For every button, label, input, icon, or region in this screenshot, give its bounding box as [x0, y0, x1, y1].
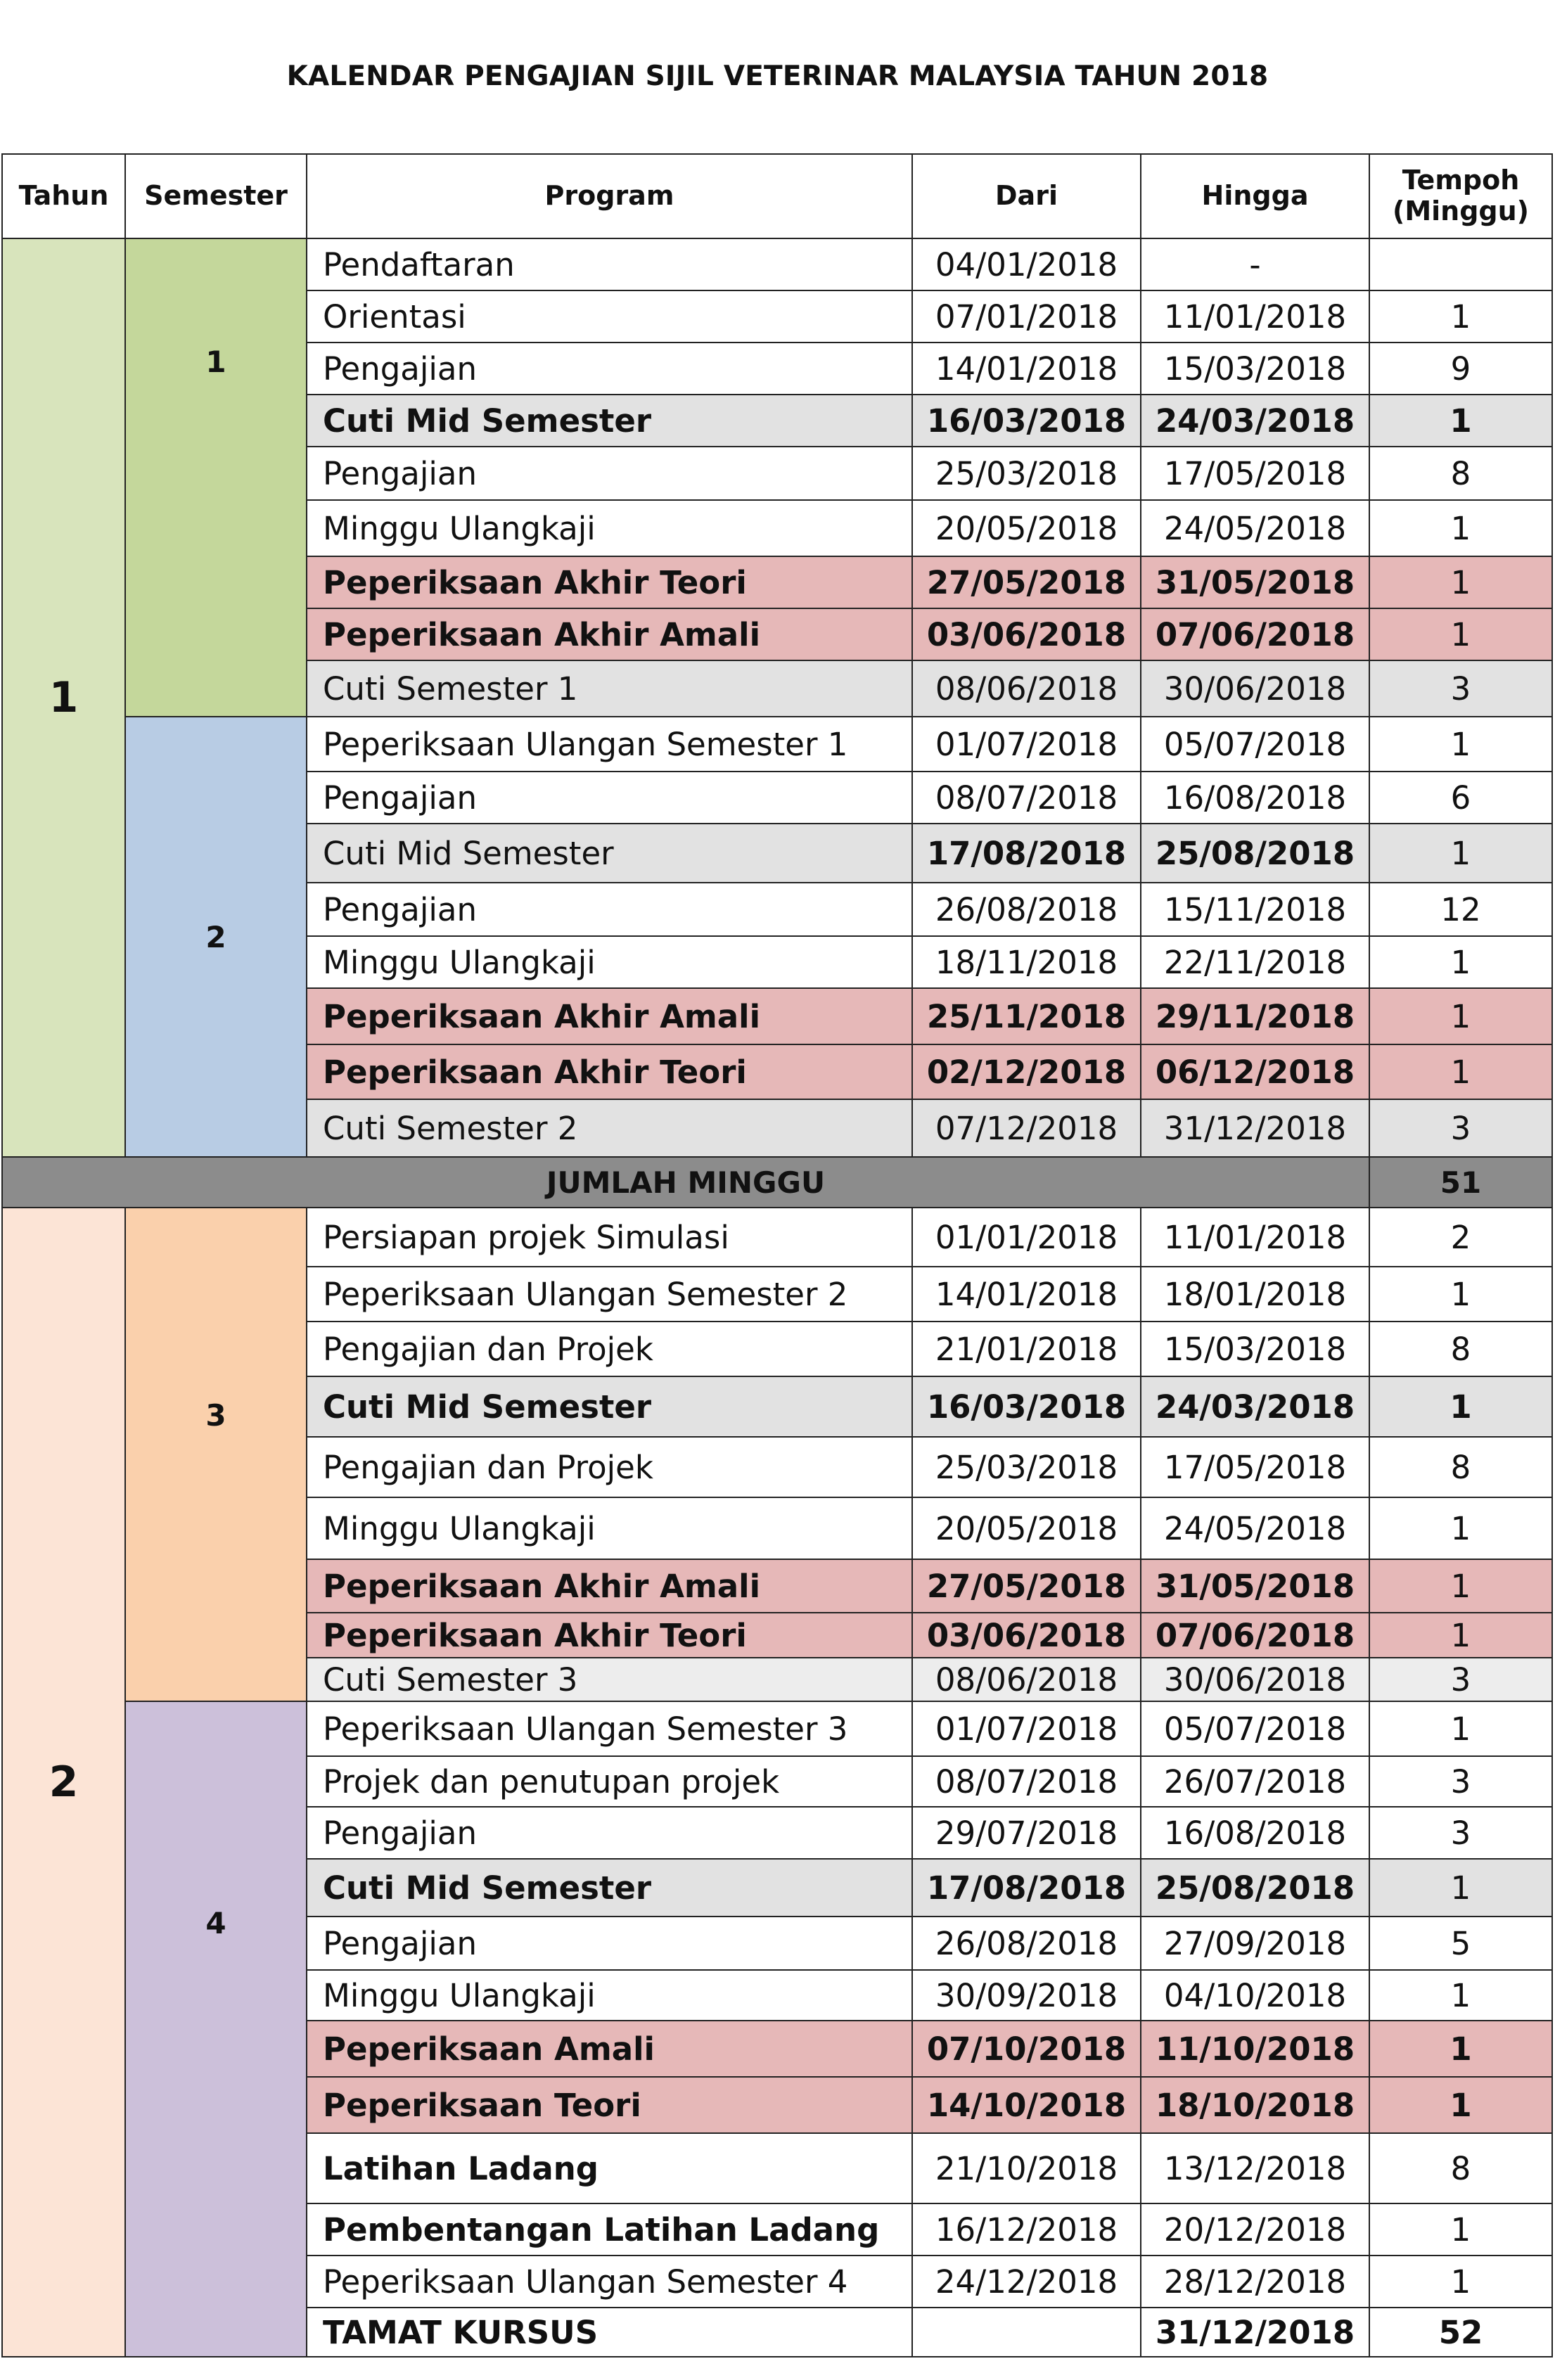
hingga-cell: 24/03/2018	[1141, 1376, 1369, 1437]
hingga-cell: 07/06/2018	[1141, 1613, 1369, 1658]
year-cell: 2	[2, 1208, 125, 2357]
total-value: 51	[1369, 1157, 1552, 1208]
table-row	[2, 1701, 1552, 1756]
hingga-cell: 13/12/2018	[1141, 2133, 1369, 2203]
program-cell: Cuti Semester 2	[307, 1099, 912, 1157]
tempoh-cell: 1	[1369, 2203, 1552, 2256]
tempoh-cell: 1	[1369, 1497, 1552, 1559]
program-cell: Peperiksaan Akhir Amali	[307, 1559, 912, 1613]
header-semester: Semester	[125, 154, 307, 238]
dari-cell: 07/01/2018	[912, 290, 1141, 343]
tempoh-cell: 1	[1369, 1613, 1552, 1658]
hingga-cell: 24/05/2018	[1141, 500, 1369, 556]
dari-cell: 02/12/2018	[912, 1044, 1141, 1099]
hingga-cell: 24/05/2018	[1141, 1497, 1369, 1559]
tempoh-cell: 8	[1369, 447, 1552, 500]
dari-cell: 08/06/2018	[912, 1658, 1141, 1701]
hingga-cell: 16/08/2018	[1141, 1807, 1369, 1859]
tempoh-cell: 1	[1369, 608, 1552, 660]
dari-cell: 14/01/2018	[912, 1267, 1141, 1322]
tempoh-cell: 8	[1369, 2133, 1552, 2203]
hingga-cell: 30/06/2018	[1141, 1658, 1369, 1701]
tempoh-cell	[1369, 238, 1552, 290]
tempoh-cell: 2	[1369, 1208, 1552, 1267]
header-hingga: Hingga	[1141, 154, 1369, 238]
dari-cell: 27/05/2018	[912, 1559, 1141, 1613]
hingga-cell: 18/01/2018	[1141, 1267, 1369, 1322]
tempoh-cell: 6	[1369, 772, 1552, 824]
hingga-cell: 05/07/2018	[1141, 717, 1369, 772]
program-cell: Peperiksaan Akhir Amali	[307, 608, 912, 660]
dari-cell: 07/10/2018	[912, 2021, 1141, 2077]
hingga-cell: 25/08/2018	[1141, 824, 1369, 883]
hingga-cell: 24/03/2018	[1141, 395, 1369, 447]
header-tahun: Tahun	[2, 154, 125, 238]
table-row	[2, 238, 1552, 290]
semester-cell: 1	[125, 238, 307, 717]
dari-cell: 17/08/2018	[912, 824, 1141, 883]
tempoh-cell: 1	[1369, 2256, 1552, 2308]
tempoh-cell: 1	[1369, 936, 1552, 988]
header-row	[2, 154, 1552, 238]
program-cell: Pendaftaran	[307, 238, 912, 290]
tempoh-cell: 3	[1369, 660, 1552, 717]
hingga-cell: 22/11/2018	[1141, 936, 1369, 988]
program-cell: Peperiksaan Ulangan Semester 2	[307, 1267, 912, 1322]
header-tempoh-line2: (Minggu)	[1392, 196, 1530, 226]
tempoh-cell: 3	[1369, 1756, 1552, 1807]
dari-cell: 03/06/2018	[912, 1613, 1141, 1658]
program-cell: Peperiksaan Akhir Teori	[307, 1044, 912, 1099]
dari-cell: 30/09/2018	[912, 1970, 1141, 2021]
tempoh-cell: 9	[1369, 343, 1552, 395]
program-cell: Latihan Ladang	[307, 2133, 912, 2203]
dari-cell: 08/07/2018	[912, 1756, 1141, 1807]
dari-cell: 01/07/2018	[912, 1701, 1141, 1756]
hingga-cell: 26/07/2018	[1141, 1756, 1369, 1807]
dari-cell: 29/07/2018	[912, 1807, 1141, 1859]
dari-cell: 25/11/2018	[912, 988, 1141, 1044]
table-row	[2, 1208, 1552, 1267]
program-cell: Pengajian	[307, 883, 912, 936]
calendar-table	[1, 153, 1553, 2357]
hingga-cell: 06/12/2018	[1141, 1044, 1369, 1099]
dari-cell: 27/05/2018	[912, 556, 1141, 608]
tempoh-cell: 1	[1369, 988, 1552, 1044]
hingga-cell: 17/05/2018	[1141, 1437, 1369, 1497]
program-cell: TAMAT KURSUS	[307, 2308, 912, 2357]
hingga-cell: 29/11/2018	[1141, 988, 1369, 1044]
hingga-cell: 30/06/2018	[1141, 660, 1369, 717]
hingga-cell: 31/05/2018	[1141, 556, 1369, 608]
header-program: Program	[307, 154, 912, 238]
dari-cell: 03/06/2018	[912, 608, 1141, 660]
dari-cell: 16/03/2018	[912, 1376, 1141, 1437]
program-cell: Peperiksaan Amali	[307, 2021, 912, 2077]
program-cell: Pengajian dan Projek	[307, 1322, 912, 1376]
tempoh-cell: 1	[1369, 1701, 1552, 1756]
program-cell: Pengajian	[307, 772, 912, 824]
program-cell: Pengajian	[307, 447, 912, 500]
program-cell: Peperiksaan Ulangan Semester 4	[307, 2256, 912, 2308]
tempoh-cell: 3	[1369, 1099, 1552, 1157]
hingga-cell: 27/09/2018	[1141, 1917, 1369, 1970]
program-cell: Minggu Ulangkaji	[307, 1497, 912, 1559]
tempoh-cell: 12	[1369, 883, 1552, 936]
program-cell: Peperiksaan Ulangan Semester 3	[307, 1701, 912, 1756]
page-title: KALENDAR PENGAJIAN SIJIL VETERINAR MALAYSIA TAHUN 2018	[286, 60, 1269, 92]
dari-cell: 20/05/2018	[912, 500, 1141, 556]
tempoh-cell: 1	[1369, 1044, 1552, 1099]
program-cell: Pengajian dan Projek	[307, 1437, 912, 1497]
tempoh-cell: 52	[1369, 2308, 1552, 2357]
program-cell: Cuti Mid Semester	[307, 395, 912, 447]
tempoh-cell: 1	[1369, 1859, 1552, 1917]
program-cell: Peperiksaan Akhir Teori	[307, 556, 912, 608]
tempoh-cell: 1	[1369, 395, 1552, 447]
program-cell: Pembentangan Latihan Ladang	[307, 2203, 912, 2256]
program-cell: Cuti Semester 1	[307, 660, 912, 717]
year-cell: 1	[2, 238, 125, 1157]
header-dari: Dari	[912, 154, 1141, 238]
dari-cell: 20/05/2018	[912, 1497, 1141, 1559]
dari-cell: 04/01/2018	[912, 238, 1141, 290]
program-cell: Cuti Semester 3	[307, 1658, 912, 1701]
tempoh-cell: 1	[1369, 2077, 1552, 2133]
dari-cell: 18/11/2018	[912, 936, 1141, 988]
dari-cell	[912, 2308, 1141, 2357]
program-cell: Minggu Ulangkaji	[307, 1970, 912, 2021]
header-tempoh-line1: Tempoh	[1402, 165, 1520, 196]
dari-cell: 25/03/2018	[912, 447, 1141, 500]
tempoh-cell: 1	[1369, 1267, 1552, 1322]
tempoh-cell: 3	[1369, 1807, 1552, 1859]
dari-cell: 14/01/2018	[912, 343, 1141, 395]
dari-cell: 08/07/2018	[912, 772, 1141, 824]
dari-cell: 26/08/2018	[912, 1917, 1141, 1970]
tempoh-cell: 3	[1369, 1658, 1552, 1701]
dari-cell: 07/12/2018	[912, 1099, 1141, 1157]
dari-cell: 16/03/2018	[912, 395, 1141, 447]
hingga-cell: 05/07/2018	[1141, 1701, 1369, 1756]
hingga-cell: 17/05/2018	[1141, 447, 1369, 500]
hingga-cell: 07/06/2018	[1141, 608, 1369, 660]
hingga-cell: 11/01/2018	[1141, 290, 1369, 343]
dari-cell: 14/10/2018	[912, 2077, 1141, 2133]
tempoh-cell: 1	[1369, 824, 1552, 883]
hingga-cell: 28/12/2018	[1141, 2256, 1369, 2308]
dari-cell: 01/01/2018	[912, 1208, 1141, 1267]
program-cell: Orientasi	[307, 290, 912, 343]
dari-cell: 25/03/2018	[912, 1437, 1141, 1497]
program-cell: Peperiksaan Teori	[307, 2077, 912, 2133]
tempoh-cell: 1	[1369, 2021, 1552, 2077]
tempoh-cell: 8	[1369, 1437, 1552, 1497]
dari-cell: 21/01/2018	[912, 1322, 1141, 1376]
header-tempoh	[1369, 154, 1552, 238]
program-cell: Cuti Mid Semester	[307, 1859, 912, 1917]
program-cell: Peperiksaan Akhir Amali	[307, 988, 912, 1044]
program-cell: Pengajian	[307, 1807, 912, 1859]
program-cell: Pengajian	[307, 343, 912, 395]
dari-cell: 16/12/2018	[912, 2203, 1141, 2256]
program-cell: Persiapan projek Simulasi	[307, 1208, 912, 1267]
tempoh-cell: 1	[1369, 717, 1552, 772]
dari-cell: 21/10/2018	[912, 2133, 1141, 2203]
program-cell: Peperiksaan Ulangan Semester 1	[307, 717, 912, 772]
dari-cell: 17/08/2018	[912, 1859, 1141, 1917]
total-label: JUMLAH MINGGU	[2, 1157, 1369, 1208]
tempoh-cell: 1	[1369, 556, 1552, 608]
tempoh-cell: 1	[1369, 1376, 1552, 1437]
hingga-cell: 11/10/2018	[1141, 2021, 1369, 2077]
hingga-cell: 31/12/2018	[1141, 2308, 1369, 2357]
hingga-cell: 18/10/2018	[1141, 2077, 1369, 2133]
program-cell: Cuti Mid Semester	[307, 824, 912, 883]
hingga-cell: 16/08/2018	[1141, 772, 1369, 824]
total-row	[2, 1157, 1552, 1208]
program-cell: Minggu Ulangkaji	[307, 936, 912, 988]
hingga-cell: 20/12/2018	[1141, 2203, 1369, 2256]
tempoh-cell: 1	[1369, 290, 1552, 343]
dari-cell: 26/08/2018	[912, 883, 1141, 936]
hingga-cell: -	[1141, 238, 1369, 290]
hingga-cell: 25/08/2018	[1141, 1859, 1369, 1917]
semester-cell: 4	[125, 1701, 307, 2357]
program-cell: Pengajian	[307, 1917, 912, 1970]
dari-cell: 01/07/2018	[912, 717, 1141, 772]
hingga-cell: 15/03/2018	[1141, 343, 1369, 395]
program-cell: Peperiksaan Akhir Teori	[307, 1613, 912, 1658]
hingga-cell: 31/12/2018	[1141, 1099, 1369, 1157]
hingga-cell: 15/03/2018	[1141, 1322, 1369, 1376]
semester-cell: 3	[125, 1208, 307, 1701]
semester-cell: 2	[125, 717, 307, 1157]
hingga-cell: 31/05/2018	[1141, 1559, 1369, 1613]
hingga-cell: 11/01/2018	[1141, 1208, 1369, 1267]
table-row	[2, 717, 1552, 772]
tempoh-cell: 1	[1369, 500, 1552, 556]
tempoh-cell: 8	[1369, 1322, 1552, 1376]
program-cell: Minggu Ulangkaji	[307, 500, 912, 556]
tempoh-cell: 1	[1369, 1970, 1552, 2021]
dari-cell: 08/06/2018	[912, 660, 1141, 717]
tempoh-cell: 1	[1369, 1559, 1552, 1613]
hingga-cell: 04/10/2018	[1141, 1970, 1369, 2021]
tempoh-cell: 5	[1369, 1917, 1552, 1970]
dari-cell: 24/12/2018	[912, 2256, 1141, 2308]
program-cell: Projek dan penutupan projek	[307, 1756, 912, 1807]
program-cell: Cuti Mid Semester	[307, 1376, 912, 1437]
hingga-cell: 15/11/2018	[1141, 883, 1369, 936]
